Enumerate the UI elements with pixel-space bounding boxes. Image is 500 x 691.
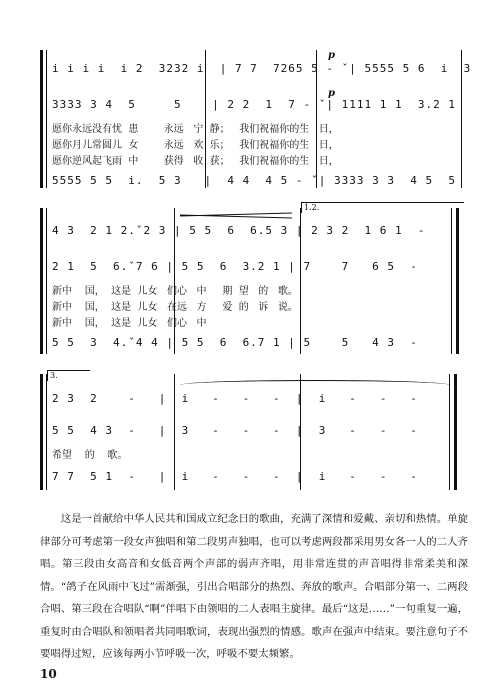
voice-soprano: 2 3 2 - | i - - - | i - - -	[52, 392, 418, 405]
final-barline-thick	[454, 374, 457, 490]
score-system-3	[0, 371, 500, 494]
dynamic-piano-mark: p	[328, 88, 335, 99]
page-number: 10	[40, 667, 57, 681]
voice-bass: 5 5 3 4.ˇ4 4 | 5 5 6 6.7 1 | 5 5 4 3 -	[52, 336, 418, 349]
repeat-barline	[451, 208, 452, 354]
score-system-1	[0, 50, 500, 190]
tie-arc	[180, 380, 450, 385]
system-start-barline	[40, 374, 43, 490]
system-start-thin-barline	[46, 208, 47, 354]
lyric-verse-3: 新中 国， 这是 儿女 们心 中	[52, 318, 207, 329]
repeat-barline-thick	[456, 208, 459, 354]
lyric-verse-1: 新中 国， 这是 儿女 们心 中 期 望 的 歌。	[52, 286, 298, 297]
voice-alto: 5 5 4 3 - | 3 - - - | 3 - - -	[52, 424, 418, 437]
commentary-paragraph: 这是一首献给中华人民共和国成立纪念日的歌曲，充满了深情和爱戴、亲切和热情。单旋律部分可考虑第一段女声独唱和第二段男声独唱，也可以考虑两段都采用男女各一人的二人齐唱。第三段由女高音和女低音两个声部的弱声齐唱，用非常连贯的声音唱得非常柔美和深情。“鸽子在风雨中飞过”需渐强，引出合唱部分的热烈、奔放的歌声。合唱部分第一、二两段合唱、第三段在合唱队“啊”伴唱下由领唱的二人表唱主旋律。最后“这是……”一句重复一遍，重复时由合唱队和领唱者共同唱歌词，表现出强烈的情感。歌声在强声中结束。要注意句子不要唱得过短，应该每两小节呼吸一次，呼吸不要太频繁。	[40, 513, 468, 660]
volta-bracket-3	[47, 370, 90, 381]
system-start-thin-barline	[46, 50, 47, 188]
system-start-barline	[40, 50, 43, 188]
volta-label: 3.	[50, 371, 58, 380]
lyric-verse-2: 愿你月儿常圆儿 女 永远 欢 乐； 我们祝福你的生 日，	[52, 140, 339, 151]
voice-alto: 3333 3 4 5 5 | 2 2 1 7 - ˇ| 1111 1 1 3.2 1	[52, 98, 456, 111]
lyric-verse-2: 新中 国， 这是 儿女 在远 方 爱 的 诉 说。	[52, 302, 298, 313]
crescendo-hairpin	[180, 215, 292, 219]
lyric-verse-1: 愿你永远没有忧 患 永远 宁 静； 我们祝福你的生 日，	[52, 124, 339, 135]
system-start-thin-barline	[46, 374, 47, 490]
voice-soprano: i i i i i 2 3232 i | 7 7 7265 5 - ˇ| 5555 5 6 i 3	[52, 62, 472, 75]
volta-label: 1.2.	[304, 203, 320, 212]
voice-alto: 2 1 5 6.ˇ7 6 | 5 5 6 3.2 1 | 7 7 6 5 -	[52, 260, 418, 273]
score-system-2	[0, 203, 500, 358]
voice-bass: 7 7 5 1 - | i - - - | i - - -	[52, 470, 418, 483]
lyric-verse-3: 愿你逆风起飞雨 中 获得 收 获； 我们祝福你的生 日，	[52, 156, 339, 167]
system-start-barline	[40, 208, 43, 354]
voice-bass: 5555 5 5 i. 5 3 | 4 4 4 5 - ˇ| 3333 3 3 4 5 5	[52, 174, 456, 187]
voice-soprano: 4 3 2 1 2.ˇ2 3 | 5 5 6 6.5 3 | 2 3 2 1 6 1 -	[52, 224, 426, 237]
volta-bracket-1-2	[301, 202, 464, 213]
final-barline	[449, 374, 450, 490]
dynamic-piano-mark: p	[328, 50, 335, 61]
lyric-verse-3: 希望 的 歌。	[52, 450, 128, 461]
